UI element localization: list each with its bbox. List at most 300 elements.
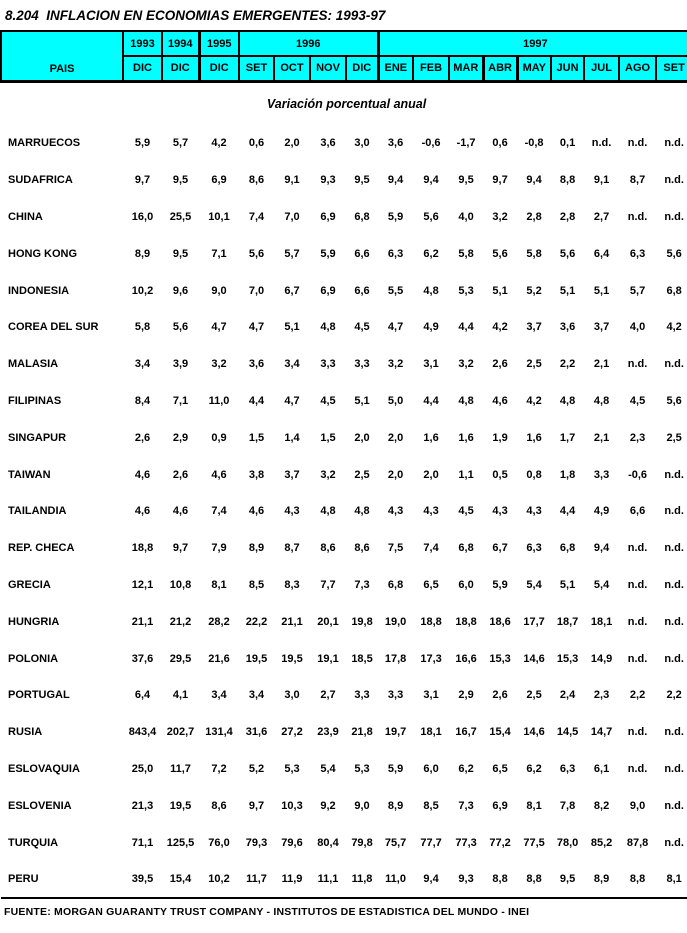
value-cell: 14,7 [590,726,613,739]
country-label: HUNGRIA [8,615,60,628]
value-cell: 4,2 [666,321,682,334]
year-header: 1997 [378,31,687,56]
value-cell: 6,0 [458,578,474,591]
value-cell: 6,2 [423,247,439,260]
value-cell: 21,2 [169,615,192,628]
value-cell: 10,1 [208,210,230,223]
value-cell: 2,6 [492,358,508,371]
value-cell: n.d. [664,615,684,628]
value-cell: 3,3 [354,689,370,702]
value-cell: 3,7 [526,321,542,334]
value-cell: 9,4 [423,872,439,885]
value-cell: 18,5 [351,652,373,665]
value-cell: 14,9 [590,652,613,665]
country-label: SINGAPUR [8,431,67,444]
value-cell: 4,5 [320,394,336,407]
value-cell: 5,3 [284,762,300,775]
value-cell: 7,4 [248,210,265,223]
country-label: MARRUECOS [8,137,81,150]
country-label: PERU [8,872,39,885]
value-cell: 4,6 [134,505,151,518]
value-cell: 11,7 [170,762,191,775]
value-cell: 85,2 [590,836,613,849]
value-cell: 7,5 [387,542,404,555]
value-cell: 14,6 [523,726,545,739]
month-header: MAY [517,56,551,81]
value-cell: 3,6 [248,358,265,371]
month-header: FEB [413,56,449,81]
value-cell: n.d. [627,652,648,665]
value-cell: 15,4 [489,726,511,739]
value-cell: 8,2 [593,799,610,812]
value-cell: n.d. [664,799,684,812]
table-row [1,272,687,309]
year-header: 1996 [239,31,378,56]
value-cell: 3,8 [248,468,265,481]
year-header-row [1,31,687,56]
value-cell: 9,0 [629,799,646,812]
value-cell: 3,2 [211,358,227,371]
value-cell: 6,8 [387,578,404,591]
value-cell: 87,8 [626,836,649,849]
value-cell: 2,1 [593,431,610,444]
value-cell: 5,0 [387,394,404,407]
month-header: ABR [483,56,517,81]
value-cell: 9,7 [134,174,151,187]
value-cell: 5,1 [354,394,370,407]
value-cell: 11,0 [208,394,230,407]
value-cell: 11,7 [246,872,267,885]
value-cell: 5,3 [354,762,370,775]
country-label: MALASIA [8,358,59,371]
value-cell: -0,8 [524,137,544,150]
value-cell: 9,1 [284,174,300,187]
table-row [1,530,687,567]
value-cell: 5,6 [492,247,508,260]
value-cell: 5,8 [134,321,151,334]
value-cell: 5,9 [492,578,508,591]
value-cell: 18,1 [590,615,613,628]
value-cell: 4,6 [172,505,189,518]
value-cell: n.d. [591,137,612,150]
value-cell: 4,8 [423,284,439,297]
value-cell: 79,8 [351,836,373,849]
table-row [1,125,687,162]
value-cell: 4,6 [134,468,151,481]
value-cell: 0,6 [492,137,508,150]
value-cell: 8,1 [666,872,682,885]
table-row [1,751,687,788]
value-cell: 39,5 [131,872,154,885]
value-cell: 20,1 [317,615,339,628]
value-cell: 7,0 [284,210,300,223]
table-row [1,787,687,824]
value-cell: 10,8 [169,578,192,591]
value-cell: 16,0 [131,210,154,223]
value-cell: 6,2 [458,762,474,775]
value-cell: 21,3 [131,799,154,812]
country-label: RUSIA [8,726,43,739]
value-cell: 6,9 [320,284,336,297]
month-header: NOV [310,56,346,81]
value-cell: n.d. [664,726,684,739]
value-cell: 0,5 [492,468,508,481]
value-cell: n.d. [627,762,648,775]
value-cell: 6,8 [559,542,576,555]
value-cell: 6,1 [593,762,610,775]
value-cell: 11,0 [385,872,406,885]
value-cell: 5,1 [593,284,610,297]
value-cell: 15,4 [169,872,192,885]
value-cell: 4,2 [211,137,227,150]
value-cell: 12,1 [131,578,154,591]
country-label: GRECIA [8,578,51,591]
table-row [1,309,687,346]
value-cell: 5,6 [423,210,439,223]
value-cell: 77,5 [523,836,545,849]
value-cell: 1,5 [320,431,336,444]
value-cell: 5,8 [526,247,542,260]
value-cell: 8,3 [284,578,300,591]
value-cell: 6,7 [284,284,300,297]
value-cell: 6,9 [492,799,508,812]
value-cell: 1,1 [458,468,474,481]
value-cell: 6,6 [629,505,646,518]
value-cell: 6,4 [593,247,610,260]
value-cell: 5,9 [387,762,404,775]
country-label: INDONESIA [8,284,70,297]
year-header: 1994 [162,31,199,56]
value-cell: 8,7 [284,542,300,555]
value-cell: n.d. [664,137,684,150]
country-label: ESLOVAQUIA [8,762,80,775]
value-cell: 7,7 [320,578,336,591]
value-cell: 18,7 [556,615,579,628]
value-cell: 6,8 [666,284,682,297]
year-header: 1993 [123,31,162,56]
value-cell: 3,9 [172,358,189,371]
month-header: SET [656,56,687,81]
value-cell: n.d. [664,652,684,665]
year-header: 1995 [199,31,239,56]
value-cell: n.d. [664,542,684,555]
value-cell: 5,6 [248,247,265,260]
value-cell: 5,7 [284,247,300,260]
value-cell: 4,2 [492,321,508,334]
value-cell: 11,8 [351,872,373,885]
value-cell: 79,6 [281,836,303,849]
value-cell: n.d. [664,468,684,481]
value-cell: 3,7 [284,468,300,481]
value-cell: 9,4 [593,542,610,555]
month-header: DIC [199,56,239,81]
country-label: PORTUGAL [8,689,70,702]
value-cell: 11,1 [317,872,339,885]
value-cell: 2,5 [666,431,682,444]
country-label: TAILANDIA [8,505,67,518]
value-cell: 5,1 [559,284,576,297]
country-label: REP. CHECA [8,542,75,555]
value-cell: 8,4 [134,394,151,407]
value-cell: 3,4 [134,358,151,371]
value-cell: 6,3 [559,762,576,775]
country-label: HONG KONG [8,247,78,260]
value-cell: 10,2 [131,284,154,297]
value-cell: 14,5 [556,726,579,739]
value-cell: 3,4 [284,358,300,371]
value-cell: 6,3 [629,247,646,260]
value-cell: 5,8 [458,247,474,260]
value-cell: 4,8 [458,394,474,407]
value-cell: 2,7 [320,689,336,702]
value-cell: 9,7 [248,799,265,812]
value-cell: 4,4 [458,321,474,334]
value-cell: 202,7 [166,726,195,739]
value-cell: 77,7 [420,836,442,849]
value-cell: 7,4 [423,542,439,555]
value-cell: 2,6 [492,689,508,702]
month-header: DIC [123,56,162,81]
value-cell: 2,8 [559,210,576,223]
value-cell: 0,6 [248,137,265,150]
value-cell: 8,9 [134,247,151,260]
value-cell: 4,8 [559,394,576,407]
value-cell: 4,4 [423,394,439,407]
value-cell: 8,8 [559,174,576,187]
value-cell: 4,0 [458,210,474,223]
value-cell: 8,9 [248,542,265,555]
value-cell: 9,0 [211,284,227,297]
value-cell: 2,0 [387,468,404,481]
value-cell: 2,3 [629,431,646,444]
value-cell: 3,2 [492,210,508,223]
value-cell: n.d. [627,726,648,739]
value-cell: n.d. [664,836,684,849]
month-header: DIC [162,56,199,81]
month-header: JUN [551,56,584,81]
value-cell: 9,7 [492,174,508,187]
value-cell: 9,5 [172,174,189,187]
value-cell: 7,3 [458,799,474,812]
table-row [1,162,687,199]
value-cell: 2,6 [134,431,151,444]
value-cell: 9,6 [172,284,189,297]
value-cell: 8,6 [211,799,227,812]
value-cell: 7,3 [354,578,370,591]
value-cell: 6,7 [492,542,508,555]
value-cell: 8,6 [248,174,265,187]
value-cell: 15,3 [489,652,511,665]
value-cell: 5,5 [387,284,404,297]
value-cell: 25,0 [131,762,154,775]
value-cell: n.d. [627,358,648,371]
value-cell: 8,9 [387,799,404,812]
value-cell: 18,6 [489,615,511,628]
value-cell: 71,1 [131,836,154,849]
value-cell: 5,6 [559,247,576,260]
value-cell: 2,9 [458,689,474,702]
value-cell: 3,6 [320,137,336,150]
value-cell: 3,6 [387,137,404,150]
table-row [1,419,687,456]
value-cell: 6,6 [354,247,370,260]
value-cell: n.d. [627,210,648,223]
value-cell: 4,3 [423,505,439,518]
value-cell: 19,5 [169,799,192,812]
value-cell: 2,5 [526,358,542,371]
value-cell: 3,6 [559,321,576,334]
value-cell: 8,1 [211,578,227,591]
value-cell: 5,9 [320,247,336,260]
value-cell: 4,0 [629,321,646,334]
value-cell: 76,0 [208,836,230,849]
country-label: TAIWAN [8,468,51,481]
value-cell: n.d. [664,210,684,223]
value-cell: 10,3 [281,799,303,812]
value-cell: 7,0 [248,284,265,297]
value-cell: 4,6 [248,505,265,518]
value-cell: 4,7 [387,321,404,334]
value-cell: 2,3 [593,689,610,702]
value-cell: 31,6 [245,726,268,739]
table-row [1,493,687,530]
source-note: FUENTE: MORGAN GUARANTY TRUST COMPANY - INSTITUTOS DE ESTADISTICA DEL MUNDO - INEI [4,905,530,918]
value-cell: 3,2 [387,358,404,371]
value-cell: 4,7 [284,394,300,407]
value-cell: 7,1 [172,394,189,407]
value-cell: -0,6 [421,137,441,150]
value-cell: 9,4 [387,174,404,187]
value-cell: 10,2 [208,872,230,885]
value-cell: 843,4 [128,726,157,739]
value-cell: 18,8 [131,542,154,555]
value-cell: 5,4 [320,762,336,775]
value-cell: 2,0 [284,137,300,150]
value-cell: 6,3 [387,247,404,260]
value-cell: 4,9 [593,505,610,518]
value-cell: n.d. [627,137,648,150]
value-cell: 6,9 [211,174,227,187]
value-cell: 78,0 [556,836,579,849]
value-cell: 80,4 [317,836,339,849]
value-cell: 6,5 [423,578,439,591]
value-cell: 1,9 [492,431,508,444]
value-cell: 21,1 [131,615,154,628]
value-cell: 2,6 [172,468,189,481]
value-cell: 4,5 [458,505,474,518]
value-cell: 3,3 [387,689,404,702]
country-label: CHINA [8,210,43,223]
value-cell: 2,2 [559,358,576,371]
value-cell: 9,2 [320,799,336,812]
value-cell: 9,5 [458,174,474,187]
value-cell: 19,0 [384,615,407,628]
value-cell: 19,8 [351,615,373,628]
country-column-header: PAIS [1,31,123,81]
value-cell: 5,9 [134,137,151,150]
value-cell: 3,3 [320,358,336,371]
value-cell: 2,2 [666,689,682,702]
table-row [1,567,687,604]
value-cell: 37,6 [131,652,154,665]
table-row [1,824,687,861]
value-cell: 9,1 [593,174,610,187]
value-cell: 4,6 [492,394,508,407]
value-cell: 0,9 [211,431,227,444]
value-cell: 7,1 [211,247,227,260]
value-cell: 0,8 [526,468,542,481]
value-cell: 5,7 [629,284,646,297]
value-cell: 29,5 [169,652,192,665]
value-cell: 1,6 [458,431,474,444]
value-cell: 4,3 [526,505,542,518]
value-cell: 5,1 [492,284,508,297]
table-row [1,603,687,640]
value-cell: 1,7 [559,431,576,444]
value-cell: 8,9 [593,872,610,885]
value-cell: 1,6 [423,431,439,444]
value-cell: 14,6 [523,652,545,665]
value-cell: 5,4 [526,578,542,591]
value-cell: -1,7 [456,137,476,150]
value-cell: 9,4 [526,174,542,187]
value-cell: 6,9 [320,210,336,223]
country-label: TURQUIA [8,836,59,849]
value-cell: 6,6 [354,284,370,297]
value-cell: 8,5 [423,799,439,812]
country-label: POLONIA [8,652,59,665]
value-cell: 5,4 [593,578,610,591]
value-cell: 4,3 [284,505,300,518]
table-row [1,235,687,272]
value-cell: 17,7 [523,615,545,628]
value-cell: 9,5 [354,174,370,187]
value-cell: 25,5 [169,210,192,223]
value-cell: 15,3 [556,652,579,665]
value-cell: 9,3 [458,872,474,885]
value-cell: 4,5 [354,321,370,334]
value-cell: 6,5 [492,762,508,775]
value-cell: 22,2 [245,615,268,628]
value-cell: n.d. [664,505,684,518]
value-cell: n.d. [627,615,648,628]
value-cell: 2,2 [629,689,646,702]
value-cell: 27,2 [281,726,303,739]
country-label: ESLOVENIA [8,799,72,812]
value-cell: 19,7 [384,726,407,739]
value-cell: 18,8 [420,615,442,628]
value-cell: 4,4 [248,394,265,407]
value-cell: 23,9 [317,726,339,739]
value-cell: 75,7 [384,836,407,849]
value-cell: -0,6 [628,468,648,481]
value-cell: 8,6 [320,542,336,555]
value-cell: 8,5 [248,578,265,591]
value-cell: 7,4 [211,505,227,518]
value-cell: 8,8 [629,872,646,885]
inflation-table [0,30,687,899]
value-cell: 4,9 [423,321,439,334]
value-cell: 5,9 [387,210,404,223]
value-cell: 79,3 [245,836,268,849]
value-cell: 6,0 [423,762,439,775]
value-cell: 6,3 [526,542,542,555]
table-row [1,346,687,383]
value-cell: 5,6 [666,394,682,407]
country-label: COREA DEL SUR [8,321,99,334]
value-cell: 5,3 [458,284,474,297]
value-cell: 77,2 [489,836,511,849]
